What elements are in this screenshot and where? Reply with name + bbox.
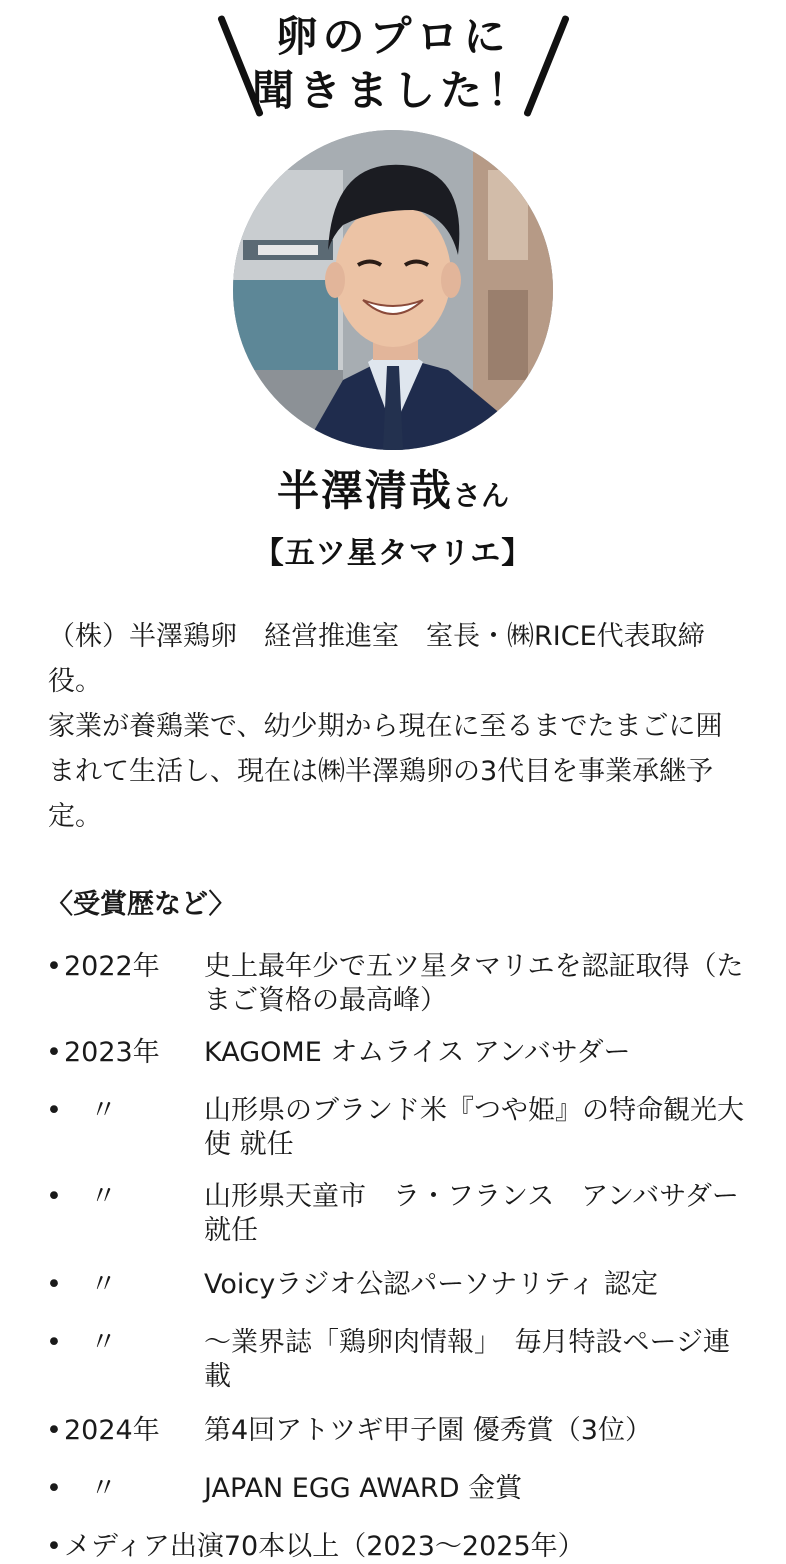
bullet: • [46,1327,62,1358]
ditto-mark: 〃 [90,1181,117,1212]
bullet: • [46,1269,62,1300]
portrait-photo-icon [233,130,553,450]
person-title: 【五ツ星タマリエ】 [253,536,533,571]
bullet: • [46,1181,62,1212]
avatar [233,130,553,450]
award-year: 2022年 [64,951,160,982]
bullet: • [46,1531,62,1562]
bullet: • [46,1473,62,1504]
award-description: Voicyラジオ公認パーソナリティ 認定 [204,1269,659,1300]
award-year: 2023年 [64,1037,160,1068]
award-description: KAGOME オムライス アンバサダー [204,1037,631,1068]
bullet: • [46,1415,62,1446]
award-description: JAPAN EGG AWARD 金賞 [204,1473,523,1504]
ditto-mark: 〃 [90,1095,117,1126]
awards-heading: 〈受賞歴など〉 [46,889,236,920]
award-description: ～業界誌「鶏卵肉情報」 毎月特設ページ連載 [204,1327,730,1392]
award-description: 山形県のブランド米『つや姫』の特命観光大使 就任 [204,1095,744,1160]
bullet: • [46,1037,62,1068]
person-honorific: さん [453,479,510,512]
bullet: • [46,1095,62,1126]
ditto-mark: 〃 [90,1327,117,1358]
header-line-1: 卵のプロに [275,12,511,61]
award-year: 2024年 [64,1415,160,1446]
bio-paragraph-2: 家業が養鶏業で、幼少期から現在に至るまでたまごに囲まれて生活し、現在は㈱半澤鶏卵の3代目を事業承継予定。 [48,711,723,832]
award-description: メディア出演70本以上（2023～2025年） [64,1531,585,1562]
bullet: • [46,951,62,982]
award-description: 山形県天童市 ラ・フランス アンバサダー 就任 [204,1181,739,1246]
person-name-main: 半澤清哉 [276,466,453,515]
header [0,0,786,120]
header-line-2: 聞きました！ [251,66,534,115]
award-description: 史上最年少で五ツ星タマリエを認証取得（たまご資格の最高峰） [204,951,744,1016]
ditto-mark: 〃 [90,1269,117,1300]
person-name [0,458,786,518]
award-description: 第4回アトツギ甲子園 優秀賞（3位） [204,1415,652,1446]
bio-paragraph-1: （株）半澤鶏卵 経営推進室 室長・㈱RICE代表取締役。 [48,621,705,697]
bio [48,614,748,839]
ditto-mark: 〃 [90,1473,117,1504]
